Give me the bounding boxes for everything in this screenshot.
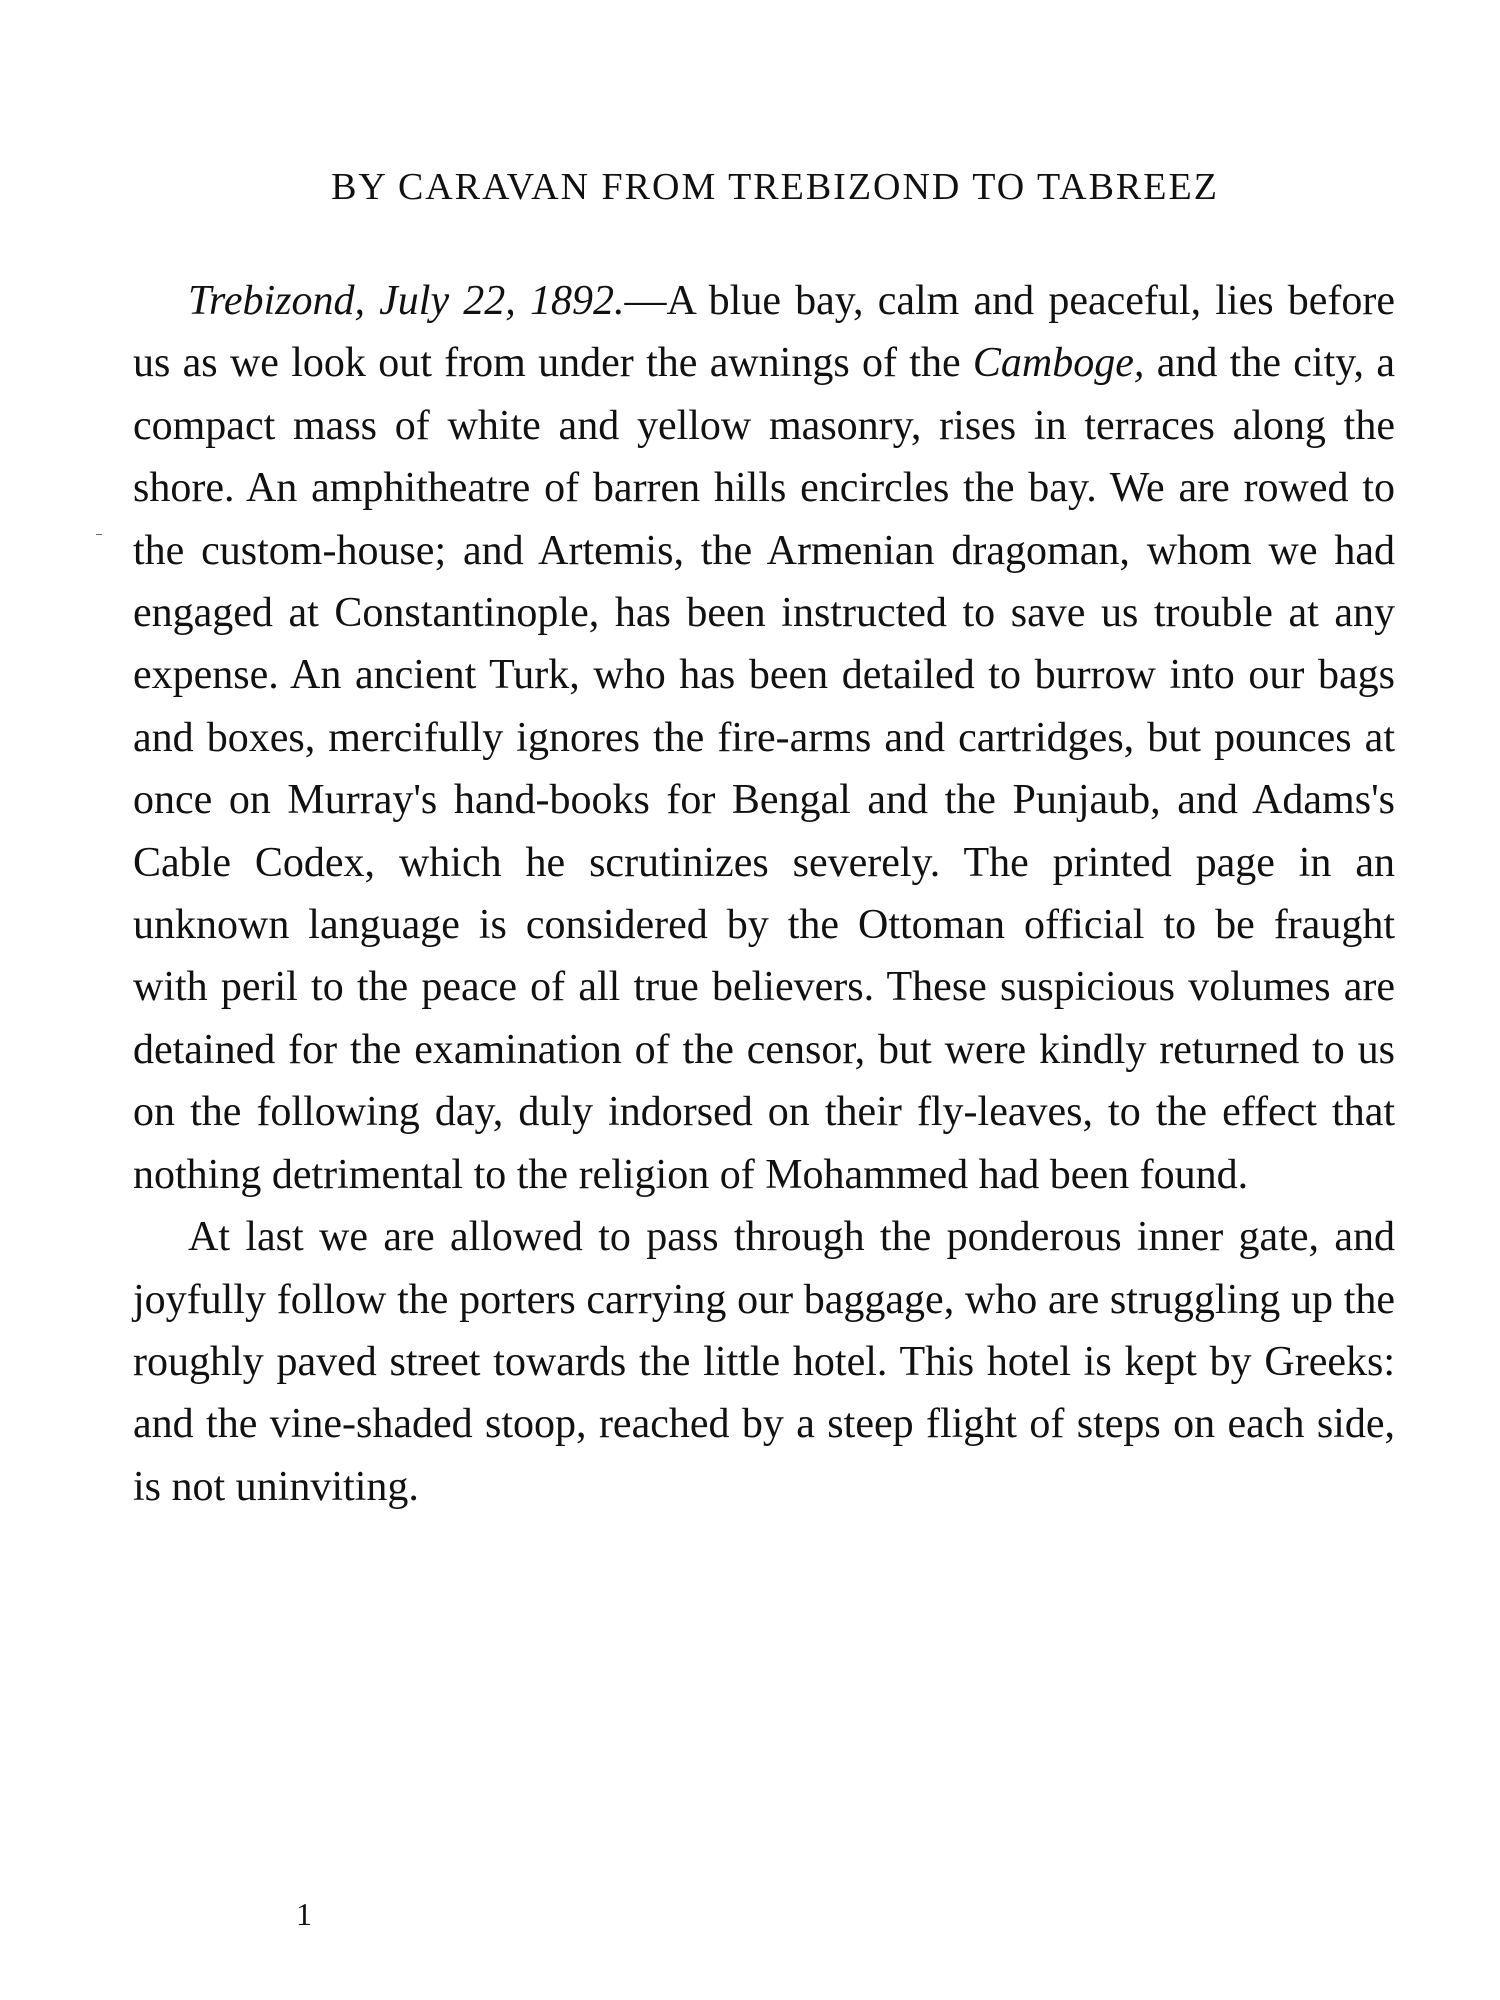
ship-name: Camboge, xyxy=(972,340,1145,387)
dateline: Trebizond, July 22, 1892. xyxy=(188,278,625,324)
paragraph-2: At last we are allowed to pass through the ponderous inner gate, and joyfully follow the porters carrying our baggage, who are struggling up the roughly paved street towards the little hotel. This hotel is kept by Greeks: and the vine-shaded stoop, reached by a steep flight of steps on each side, is not uninviting. xyxy=(133,1214,1395,1510)
paragraph-1-text-a: —A blue bay, calm and peaceful, lies before us as we look out from under the awnings of the xyxy=(133,278,1395,387)
paragraph-1 xyxy=(133,270,1395,1206)
page-number: 1 xyxy=(296,1896,312,1932)
body-text xyxy=(133,270,1395,1518)
running-title: BY CARAVAN FROM TREBIZOND TO TABREEZ xyxy=(331,166,1219,208)
margin-mark xyxy=(96,534,102,535)
paragraph-1-text-b: and the city, a compact mass of white and yellow masonry, rises in terraces along the shore. An amphitheatre of barren hills encircles the bay. We are rowed to the custom-house; and Artemis, the Armenian dragoman, whom we had engaged at Constantinople, has been instructed to save us trouble at any expense. An ancient Turk, who has been detailed to burrow into our bags and boxes, mercifully ignores the fire-arms and cartridges, but pounces at once on Murray's hand-books for Bengal and the Punjaub, and Adams's Cable Codex, which he scrutinizes severely. The printed page in an unknown language is considered by the Ottoman official to be fraught with peril to the peace of all true believers. These suspicious volumes are detained for the examination of the censor, but were kindly returned to us on the following day, duly indorsed on their fly-leaves, to the effect that nothing detrimental to the religion of Mohammed had been found. xyxy=(133,340,1395,1198)
